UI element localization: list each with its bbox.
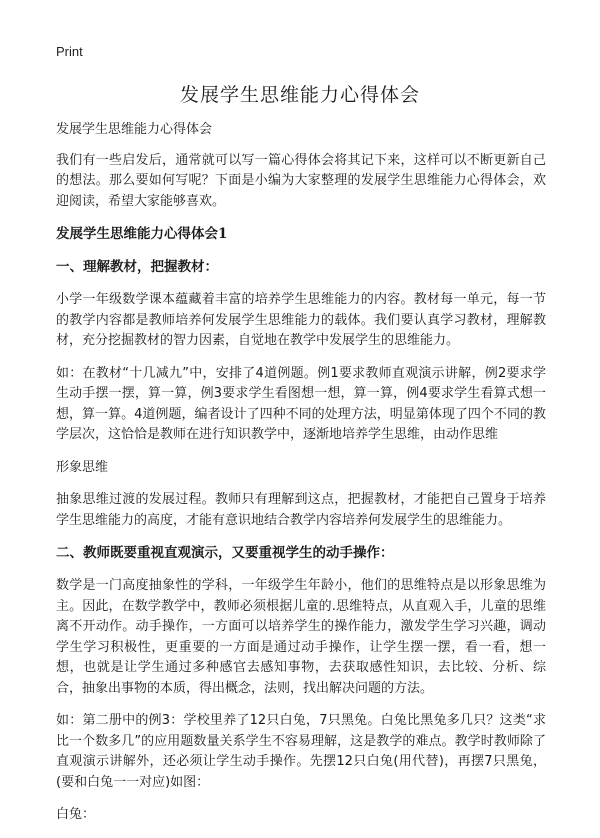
document-body [56,120,546,838]
paragraph-2: 如：在教材“十几减九”中，安排了4道例题。例1要求教师直观演示讲解，例2要求学生动手摆一摆，算一算，例3要求学生看图想一想，算一算，例4要求学生看算式想一想，算一算。4道例题，编者设计了四种不同的处理方法，明显第体现了四个不同的教学层次，这恰恰是教师在进行知识教学中，逐渐地培养学生思维，由动作思维 [56,365,546,442]
paragraph-4: 抽象思维过渡的发展过程。教师只有理解到这点，把握教材，才能把自己置身于培养学生思维能力的高度，才能有意识地结合教学内容培养何发展学生的思维能力。 [56,492,546,528]
print-link[interactable]: Print [56,44,83,59]
paragraph-3: 形象思维 [56,459,109,475]
document-subtitle: 发展学生思维能力心得体会 [56,122,213,137]
intro-paragraph: 我们有一些启发后，通常就可以写一篇心得体会将其记下来，这样可以不断更新自己的想法。那么要如何写呢？下面是小编为大家整理的发展学生思维能力心得体会，欢迎阅读，希望大家能够喜欢。 [56,152,546,209]
heading-2: 二、教师既要重视直观演示，又要重视学生的动手操作： [56,545,394,561]
heading-1: 一、理解教材，把握教材： [56,259,218,275]
paragraph-5: 数学是一门高度抽象性的学科，一年级学生年龄小，他们的思维特点是以形象思维为主。因此，在数学教学中，教师必须根据儿童的.思维特点，从直观入手，儿童的思维离不开动作。动手操作，一方面可以培养学生的操作能力，激发学生学习兴趣，调动学生学习积极性，更重要的一方面是通过动手操作，让学生摆一摆，看一看，想一想，也就是让学生通过多种感官去感知事物，去获取感性知识，去比较、分析、综合，抽象出事物的本质，得出概念，法则，找出解决问题的方法。 [56,578,546,696]
section-title: 发展学生思维能力心得体会1 [56,226,228,242]
document-title: 发展学生思维能力心得体会 [179,84,420,106]
paragraph-6: 如：第二册中的例3：学校里养了12只白兔，7只黑兔。白兔比黑兔多几只？这类“求比一个数多几”的应用题数量关系学生不容易理解，这是教学的难点。教学时教师除了直观演示讲解外，还必须让学生动手操作。先摆12只白兔(用代替)，再摆7只黑兔，(要和白兔一一对应)如图： [56,713,546,790]
paragraph-7: 白兔： [56,807,96,822]
paragraph-1: 小学一年级数学课本蕴藏着丰富的培养学生思维能力的内容。教材每一单元，每一节的教学内容都是教师培养何发展学生思维能力的载体。我们要认真学习教材，理解教材，充分挖掘教材的智力因素，自觉地在教学中发展学生的思维能力。 [56,292,546,348]
